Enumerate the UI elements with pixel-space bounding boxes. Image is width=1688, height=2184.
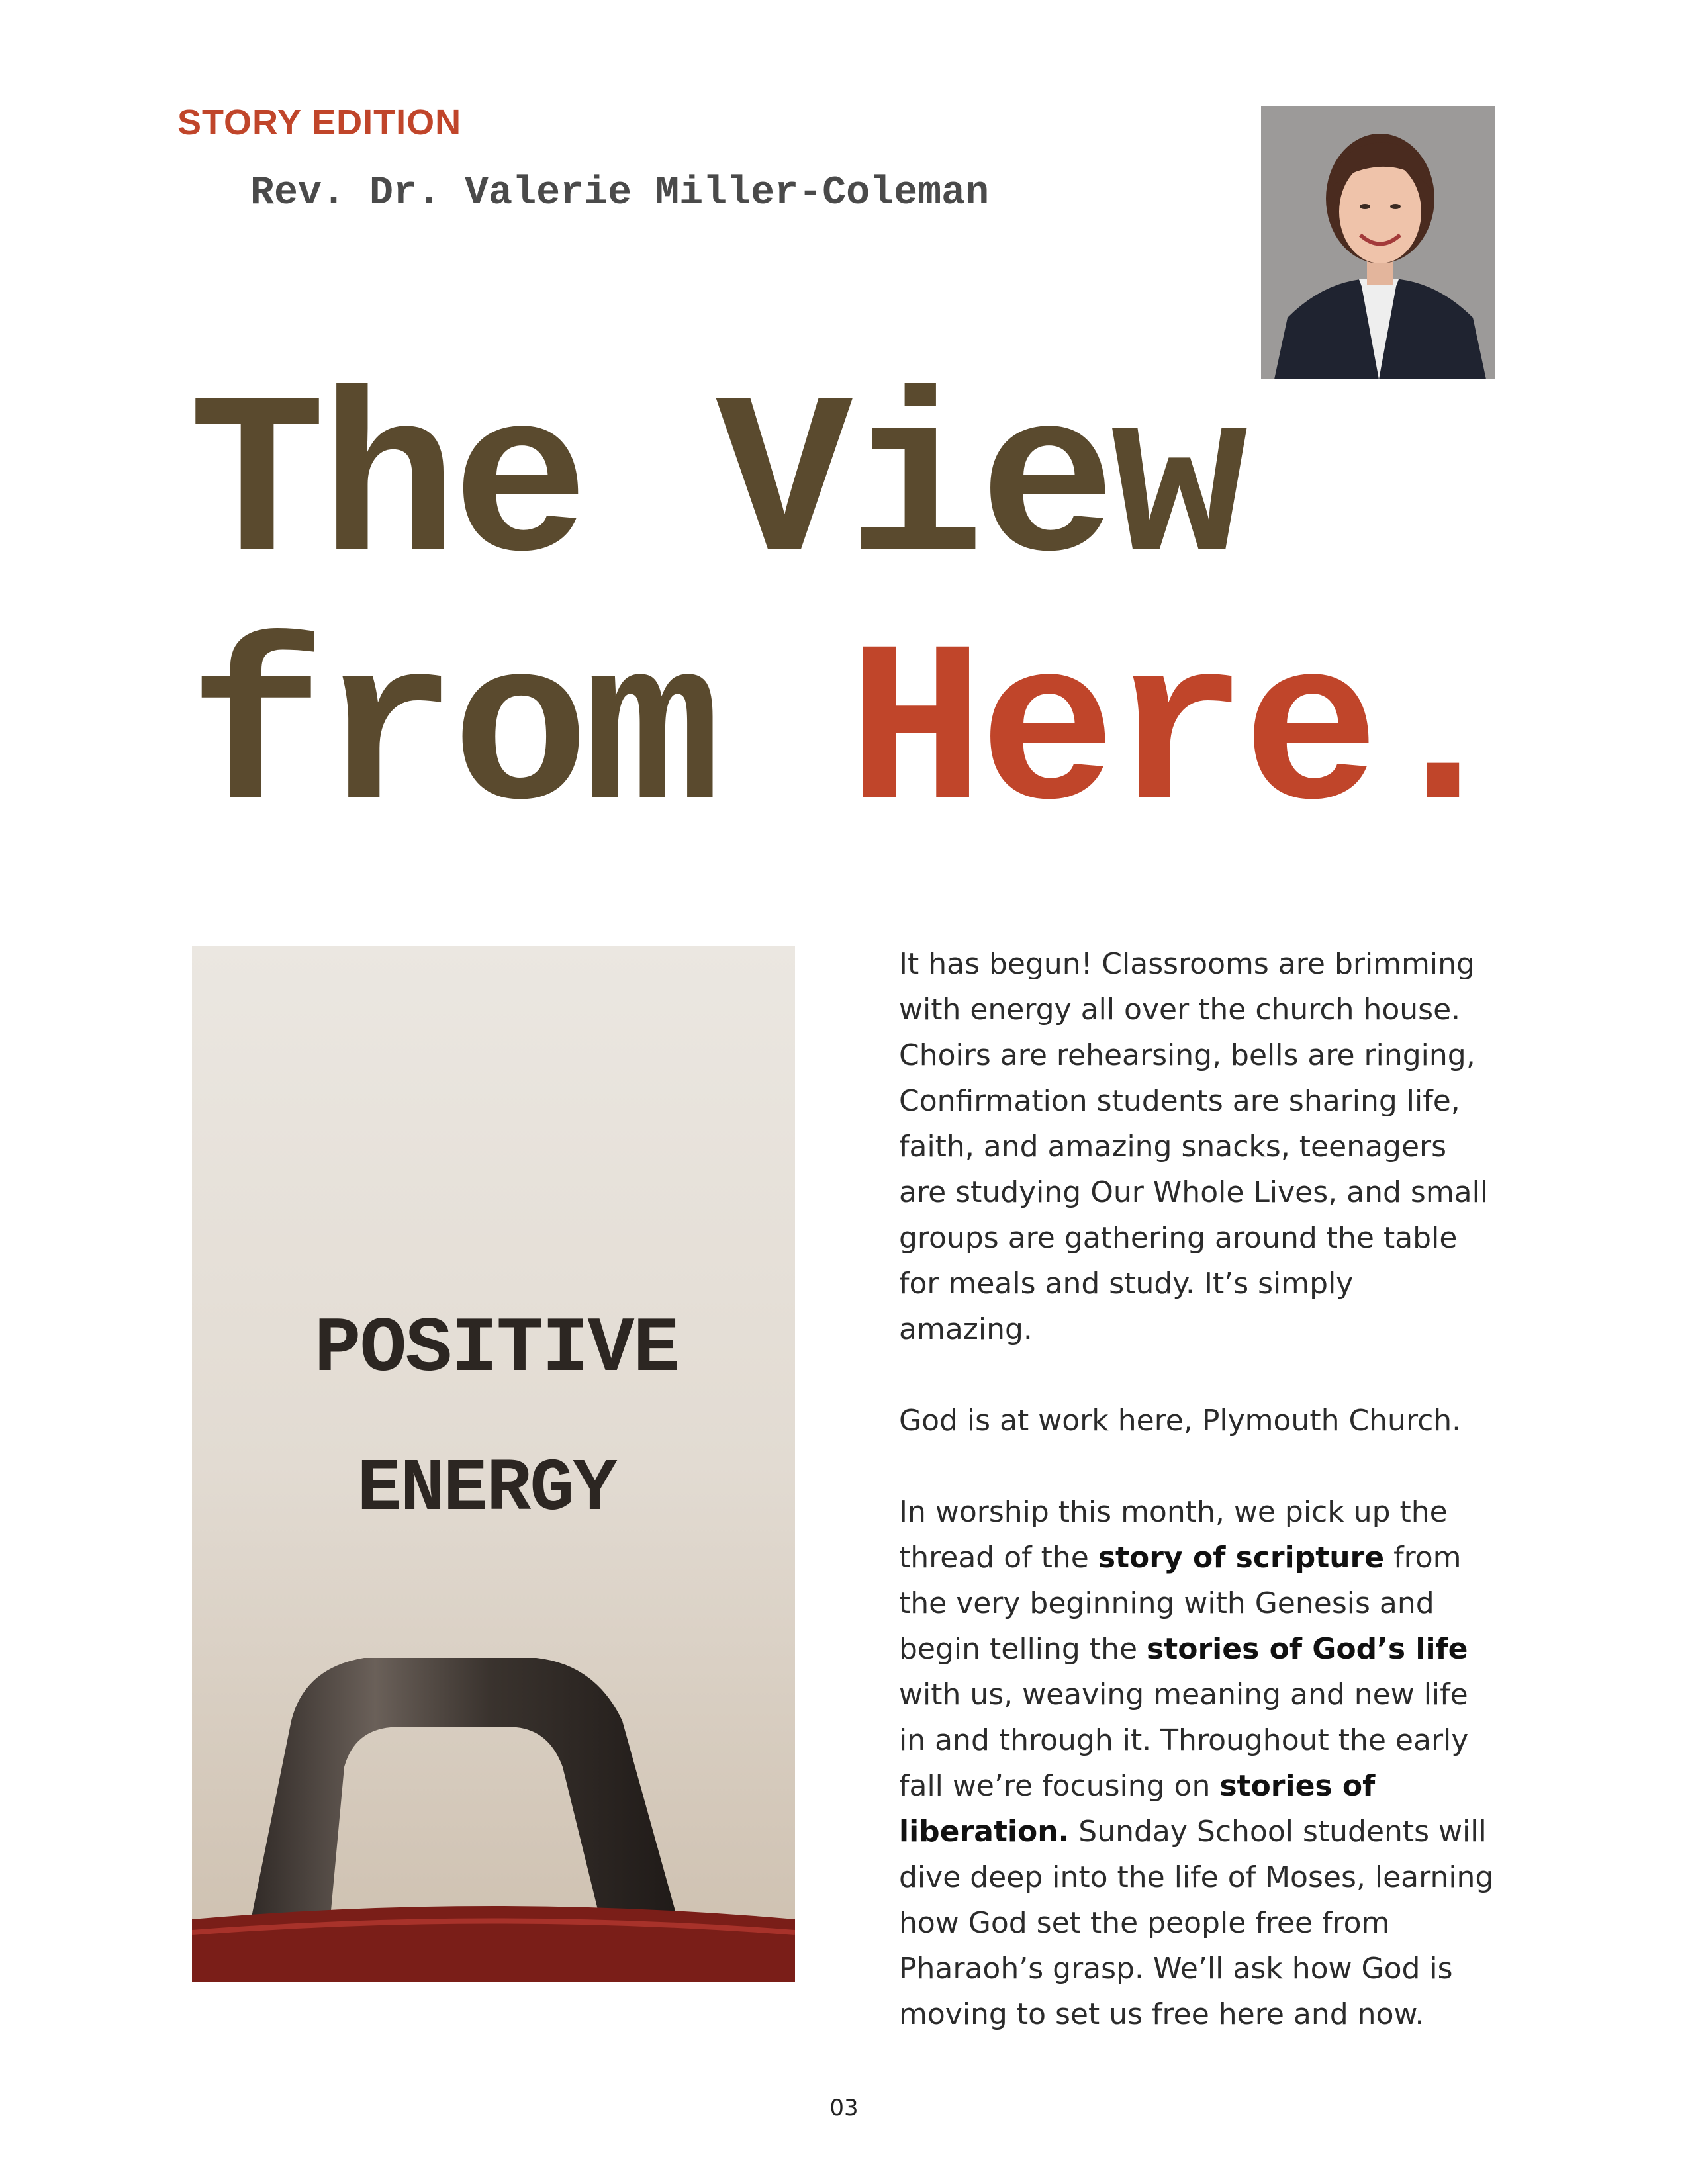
headline-from: from: [189, 607, 848, 866]
typewriter-image: [192, 946, 795, 1982]
article-text: In worship this month, we pick up the thread of the: [899, 1495, 1448, 1574]
image-text-positive: POSITIVE: [314, 1306, 679, 1394]
article-paragraph-2: God is at work here, Plymouth Church.: [899, 1404, 1462, 1437]
article-paragraph-1: It has begun! Classrooms are brimming with energy all over the church house. Choirs are rehearsing, bells are ringing, Confirmation students are sharing life, faith, and amazing snacks, teenagers are studying Our Whole Lives, and small groups are gathering around the table for meals and study. It’s simply amazing.: [899, 947, 1489, 1346]
author-photo: [1261, 106, 1495, 379]
page-number: 03: [829, 2095, 859, 2121]
headline: [189, 359, 1507, 866]
article-emphasis: stories of God’s life: [1147, 1632, 1468, 1666]
headline-line-2: [189, 607, 1507, 866]
article-text: from the very beginning with Genesis and begin telling the: [899, 1541, 1462, 1666]
article-body: [899, 941, 1495, 2037]
article-emphasis: story of scripture: [1098, 1541, 1385, 1574]
article-text: with us, weaving meaning and new life in and through it. Throughout the early fall we’re focusing on: [899, 1678, 1469, 1803]
author-name: Rev. Dr. Valerie Miller-Coleman: [250, 171, 990, 216]
image-text-energy: ENERGY: [357, 1447, 616, 1531]
article-paragraph-3: [899, 1489, 1495, 2037]
article-emphasis: stories of liberation.: [899, 1769, 1376, 1848]
headline-accent: Here.: [847, 607, 1507, 866]
article-text: Sunday School students will dive deep into the life of Moses, learning how God set the people free from Pharaoh’s grasp. We’ll ask how God is moving to set us free here and now.: [899, 1815, 1494, 2031]
headline-line-1: The View: [189, 359, 1243, 617]
edition-label: STORY EDITION: [177, 103, 462, 142]
